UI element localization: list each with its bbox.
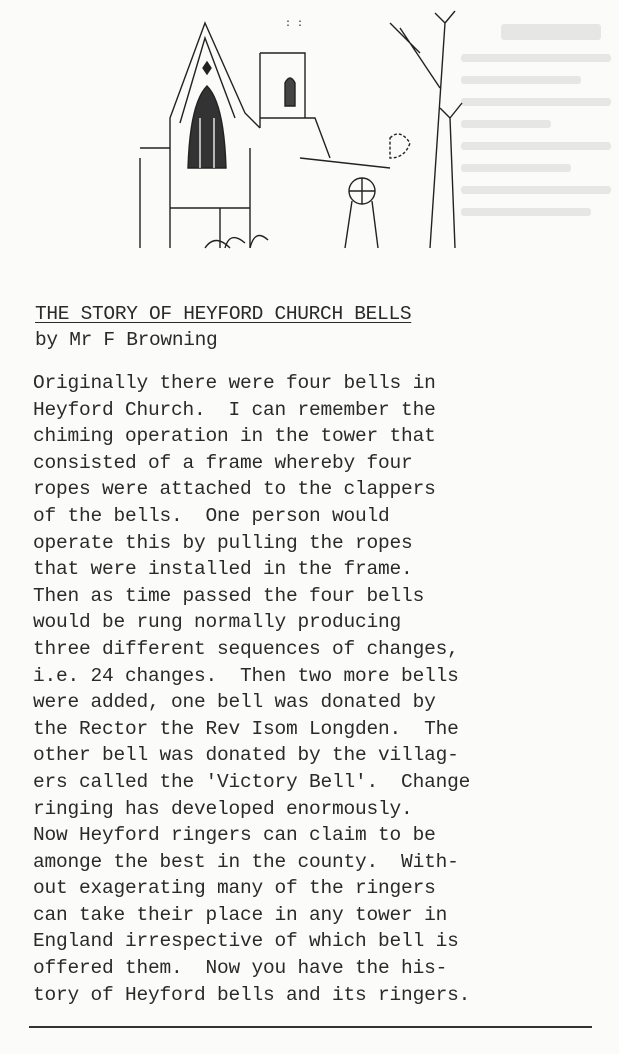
body-line: tory of Heyford bells and its ringers.	[33, 983, 471, 1006]
body-line: England irrespective of which bell is	[33, 930, 459, 953]
body-line: of the bells. One person would	[33, 504, 390, 527]
body-line: Heyford Church. I can remember the	[33, 398, 436, 421]
body-line: were added, one bell was donated by	[33, 691, 436, 714]
body-line: Then as time passed the four bells	[33, 584, 425, 607]
body-line: consisted of a frame whereby four	[33, 451, 413, 474]
body-line: out exagerating many of the ringers	[33, 877, 436, 900]
body-line: i.e. 24 changes. Then two more bells	[33, 664, 459, 687]
body-line: can take their place in any tower in	[33, 903, 448, 926]
svg-text:: :: : :	[285, 19, 304, 30]
body-line: operate this by pulling the ropes	[33, 531, 413, 554]
body-line: amonge the best in the county. With-	[33, 850, 459, 873]
body-line: three different sequences of changes,	[33, 637, 459, 660]
body-line: other bell was donated by the villag-	[33, 744, 459, 767]
body-line: that were installed in the frame.	[33, 558, 413, 581]
body-line: ringing has developed enormously.	[33, 797, 413, 820]
body-line: would be rung normally producing	[33, 611, 402, 634]
church-sketch-illustration	[100, 8, 480, 258]
body-line: offered them. Now you have the his-	[33, 957, 448, 980]
body-line: ers called the 'Victory Bell'. Change	[33, 770, 471, 793]
bleed-through-text	[461, 10, 611, 280]
body-line: the Rector the Rev Isom Longden. The	[33, 717, 459, 740]
church-sketch-icon	[100, 8, 480, 258]
article-body	[33, 370, 593, 1008]
article-byline: by Mr F Browning	[35, 329, 218, 351]
section-divider	[29, 1026, 592, 1028]
body-line: Now Heyford ringers can claim to be	[33, 824, 436, 847]
body-line: chiming operation in the tower that	[33, 425, 436, 448]
article-title: THE STORY OF HEYFORD CHURCH BELLS	[35, 303, 412, 325]
body-line: Originally there were four bells in	[33, 372, 436, 394]
body-line: ropes were attached to the clappers	[33, 478, 436, 501]
